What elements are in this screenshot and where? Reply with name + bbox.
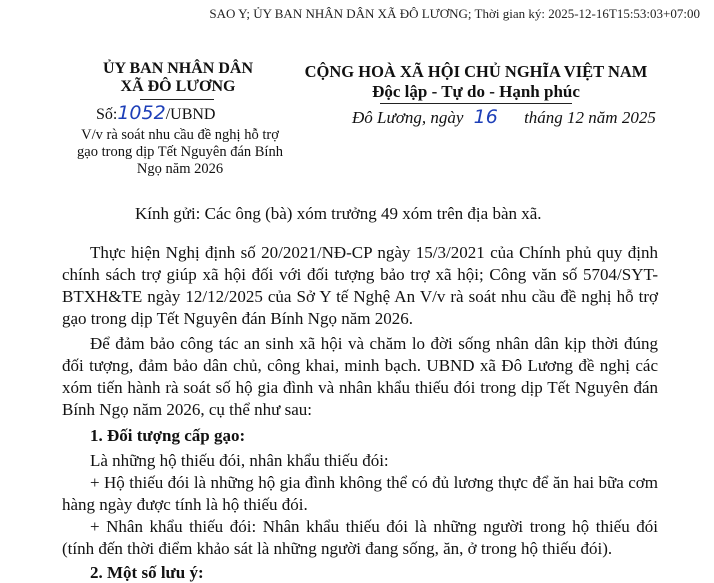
subject-line-2: gạo trong dịp Tết Nguyên đán Bính [77, 144, 283, 160]
document-number [96, 102, 215, 124]
section-1-intro: Là những hộ thiếu đói, nhân khẩu thiếu đói: [90, 451, 389, 470]
subject-line-3: Ngọ năm 2026 [136, 161, 224, 177]
section-1-heading: 1. Đối tượng cấp gạo: [90, 426, 246, 445]
date-prefix: Đô Lương, ngày [352, 108, 464, 127]
number-prefix: Số: [96, 106, 118, 123]
handwritten-day: 16 [473, 106, 498, 128]
agency-name-line2: XÃ ĐÔ LƯƠNG [120, 78, 236, 95]
digital-copy-stamp: SAO Y; ỦY BAN NHÂN DÂN XÃ ĐÔ LƯƠNG; Thời gian ký: 2025-12-16T15:53:03+07:00 [209, 6, 700, 21]
agency-underline [140, 99, 214, 100]
section-1-person-definition: + Nhân khẩu thiếu đói: Nhân khẩu thiếu đói là những người trong hộ thiếu đói (tính đến thời điểm khảo sát là những người đang sống, ăn, ở trong hộ thiếu đói). [62, 517, 658, 558]
agency-name-line1: ỦY BAN NHÂN DÂN [102, 60, 254, 77]
subject-line-1: V/v rà soát nhu cầu đề nghị hỗ trợ [81, 127, 279, 143]
section-1-household-definition: + Hộ thiếu đói là những hộ gia đình không thể có đủ lương thực để ăn hai bữa cơm hàng ngày được tính là hộ thiếu đói. [62, 473, 658, 514]
number-suffix: /UBND [165, 106, 216, 123]
motto-underline [380, 103, 572, 104]
paragraph-legal-basis: Thực hiện Nghị định số 20/2021/NĐ-CP ngày 15/3/2021 của Chính phủ quy định chính sách trợ giúp xã hội đối với đối tượng bảo trợ xã hội; Công văn số 5704/SYT-BTXH&TE ngày 12/12/2025 của Sở Y tế Nghệ An V/v rà soát nhu cầu đề nghị hỗ trợ gạo trong dịp Tết Nguyên đán Bính Ngọ năm 2026. [62, 243, 658, 328]
nation-title: CỘNG HOÀ XÃ HỘI CHỦ NGHĨA VIỆT NAM [304, 62, 648, 81]
date-suffix: tháng 12 năm 2025 [524, 108, 656, 127]
recipient-line: Kính gửi: Các ông (bà) xóm trưởng 49 xóm trên địa bàn xã. [135, 204, 542, 223]
paragraph-purpose: Để đảm bảo công tác an sinh xã hội và chăm lo đời sống nhân dân kịp thời đúng đối tượng, đảm bảo dân chủ, công khai, minh bạch. UBND xã Đô Lương đề nghị các xóm tiến hành rà soát số hộ gia đình và nhân khẩu thiếu đói trong dịp Tết Nguyên đán Bính Ngọ năm 2026, cụ thể như sau: [62, 334, 658, 419]
motto: Độc lập - Tự do - Hạnh phúc [372, 82, 580, 101]
handwritten-number: 1052 [117, 102, 166, 124]
section-2-heading: 2. Một số lưu ý: [90, 563, 204, 582]
issue-date [352, 106, 656, 128]
